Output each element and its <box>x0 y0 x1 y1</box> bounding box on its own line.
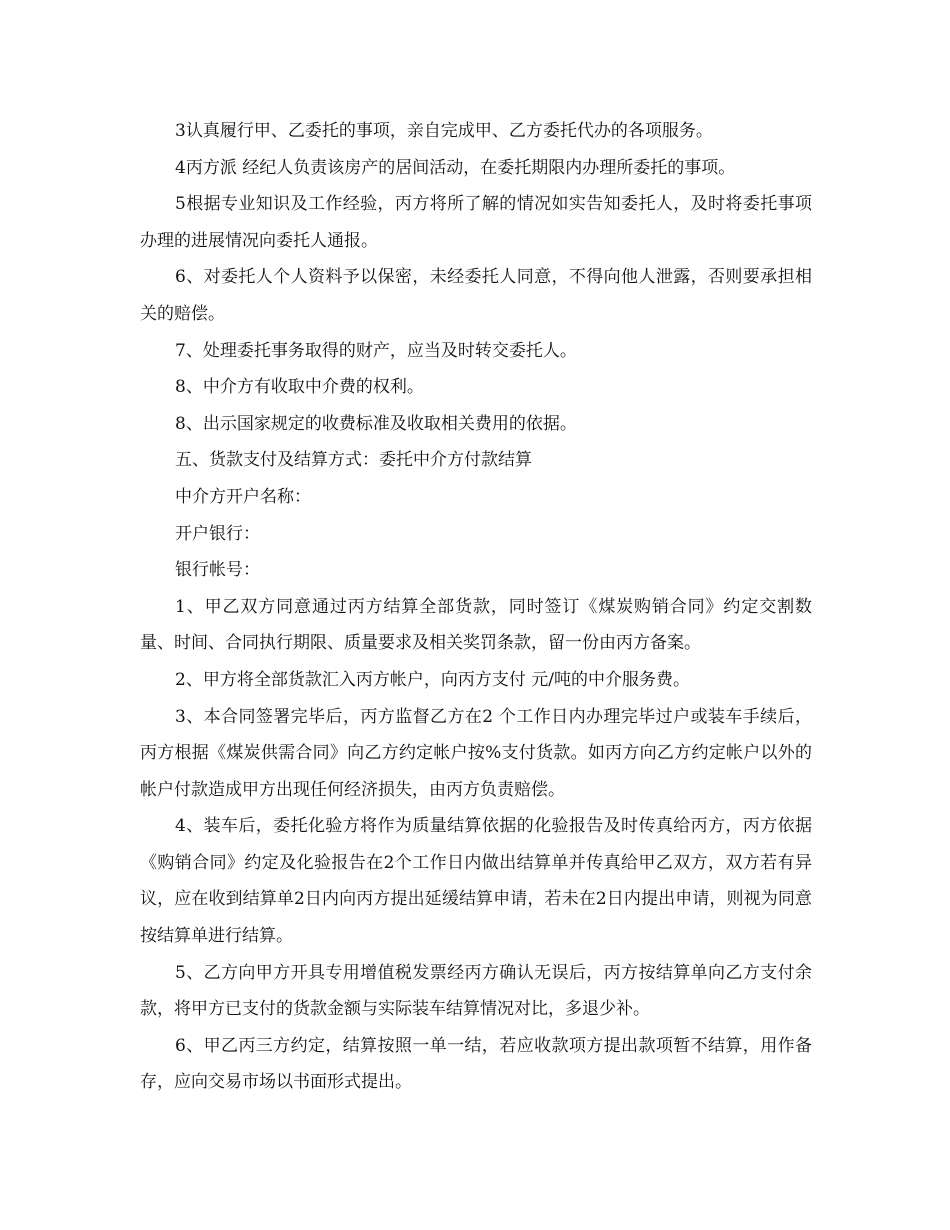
paragraph-payment-1: 1、甲乙双方同意通过丙方结算全部货款，同时签订《煤炭购销合同》约定交割数量、时间、合同执行期限、质量要求及相关奖罚条款，留一份由丙方备案。 <box>140 596 812 654</box>
document-body <box>140 113 812 1101</box>
paragraph-duty-4: 4丙方派 经纪人负责该房产的居间活动，在委托期限内办理所委托的事项。 <box>175 157 736 178</box>
paragraph-payment-5: 5、乙方向甲方开具专用增值税发票经丙方确认无误后，丙方按结算单向乙方支付余款，将甲方已支付的货款金额与实际装车结算情况对比，多退少补。 <box>140 962 812 1020</box>
paragraph-payment-3: 3、本合同签署完毕后，丙方监督乙方在2 个工作日内办理完毕过户或装车手续后，丙方根据《煤炭供需合同》向乙方约定帐户按%支付货款。如丙方向乙方约定帐户以外的帐户付款造成甲方出现任何经济损失，由丙方负责赔偿。 <box>140 706 812 800</box>
paragraph-duty-6: 6、对委托人个人资料予以保密，未经委托人同意，不得向他人泄露，否则要承担相关的赔偿。 <box>140 267 812 324</box>
field-account-number: 银行帐号： <box>175 560 260 581</box>
section-heading-payment: 五、货款支付及结算方式：委托中介方付款结算 <box>175 450 532 471</box>
paragraph-duty-3: 3认真履行甲、乙委托的事项，亲自完成甲、乙方委托代办的各项服务。 <box>175 121 713 141</box>
paragraph-payment-6: 6、甲乙丙三方约定，结算按照一单一结，若应收款项方提出款项暂不结算，用作备存，应向交易市场以书面形式提出。 <box>140 1035 812 1093</box>
field-account-name: 中介方开户名称： <box>175 486 311 507</box>
paragraph-payment-4: 4、装车后，委托化验方将作为质量结算依据的化验报告及时传真给丙方，丙方依据《购销合同》约定及化验报告在2个工作日内做出结算单并传真给甲乙双方，双方若有异议，应在收到结算单2日内向丙方提出延缓结算申请，若未在2日内提出申请，则视为同意按结算单进行结算。 <box>140 816 812 947</box>
paragraph-duty-8b: 8、出示国家规定的收费标准及收取相关费用的依据。 <box>175 413 577 434</box>
paragraph-duty-7: 7、处理委托事务取得的财产，应当及时转交委托人。 <box>175 340 577 361</box>
paragraph-payment-2: 2、甲方将全部货款汇入丙方帐户，向丙方支付 元/吨的中介服务费。 <box>175 669 690 690</box>
paragraph-duty-8a: 8、中介方有收取中介费的权利。 <box>175 377 424 398</box>
paragraph-duty-5: 5根据专业知识及工作经验，丙方将所了解的情况如实告知委托人，及时将委托事项办理的进展情况向委托人通报。 <box>140 194 812 251</box>
field-bank: 开户银行： <box>175 523 260 544</box>
